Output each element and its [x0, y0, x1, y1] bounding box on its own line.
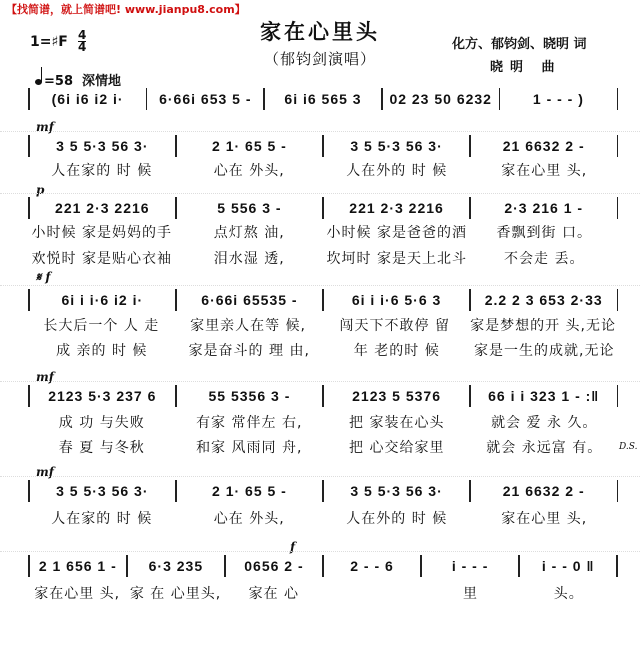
- measure: 6i i i·6 i2 i·: [61, 292, 144, 308]
- tempo-marking: [35, 70, 121, 89]
- staff-guide-line: [0, 551, 640, 552]
- notes-row: [28, 197, 618, 219]
- lyrics-line: [28, 248, 618, 268]
- lyric-segment: 和家 风雨同 舟,: [196, 440, 303, 456]
- measure: 3 5 5·3 56 3·: [350, 138, 443, 154]
- lyric-segment: 香飘到街 口。: [496, 225, 592, 241]
- measure: 66 i i 323 1 - :‖: [488, 388, 600, 404]
- notes-row: [28, 135, 618, 157]
- measure: 21 6632 2 -: [502, 483, 585, 499]
- measure: 2123 5 5376: [352, 388, 441, 404]
- lyric-segment: 年 老的时 候: [353, 343, 440, 359]
- lyric-segment: [323, 583, 421, 603]
- lyric-segment: 就会 爱 永 久。: [491, 415, 598, 431]
- lyric-segment: 家在心里 头,: [34, 586, 121, 602]
- composer-credit: 晓明 曲: [490, 60, 562, 75]
- site-banner-link[interactable]: 【找简谱，就上简谱吧! www.jianpu8.com】: [6, 3, 246, 16]
- measure: 221 2·3 2216: [349, 200, 444, 216]
- lyric-segment: 家是一生的成就,无论: [474, 343, 615, 359]
- barline: [617, 289, 619, 311]
- measure: 6·66i 653 5 -: [159, 91, 252, 107]
- measure: 6i i6 565 3: [284, 91, 362, 107]
- lyric-segment: 家在心里 头,: [501, 511, 588, 527]
- notes-row: [28, 555, 618, 577]
- dynamic-mark: p: [36, 183, 45, 197]
- lyric-segment: 人在外的 时 候: [346, 163, 448, 179]
- lyrics-line: [28, 222, 618, 242]
- lyrics-line: [28, 412, 618, 432]
- lyric-segment: 里: [462, 586, 478, 602]
- lyrics-line: [28, 160, 618, 180]
- barline: [616, 555, 618, 577]
- ds-mark: D.S.: [619, 442, 638, 452]
- lyric-segment: 家在 心: [248, 586, 300, 602]
- measure: 221 2·3 2216: [55, 200, 150, 216]
- dynamic-mark: mf: [36, 370, 54, 384]
- measure: 2 1· 65 5 -: [212, 483, 287, 499]
- barline: [617, 135, 619, 157]
- staff-guide-line: [0, 476, 640, 477]
- lyric-segment: 小时候 家是妈妈的手: [31, 225, 172, 241]
- lyric-segment: 闯天下不敢停 留: [339, 318, 450, 334]
- lyric-segment: 人在家的 时 候: [51, 163, 153, 179]
- notes-row: [28, 385, 618, 407]
- lyric-segment: 心在 外头,: [213, 511, 285, 527]
- measure: 2 1 656 1 -: [38, 558, 117, 574]
- staff-guide-line: [0, 131, 640, 132]
- lyric-segment: 坎坷时 家是天上北斗: [326, 251, 467, 267]
- dynamic-mark: mf: [36, 120, 54, 134]
- dynamic-mark: mf: [36, 465, 54, 479]
- time-top: 4: [78, 28, 87, 42]
- lyric-segment: 家 在 心里头,: [129, 586, 222, 602]
- lyrics-line: [28, 315, 618, 335]
- lyrics-line: [28, 340, 618, 360]
- key-signature: 1=♯F: [30, 34, 68, 50]
- lyric-segment: 人在家的 时 候: [51, 511, 153, 527]
- tempo-value: =58: [44, 74, 73, 89]
- measure: 3 5 5·3 56 3·: [56, 483, 149, 499]
- lyrics-line: [28, 583, 618, 603]
- lyrics-line: [28, 508, 618, 528]
- measure: 2123 5·3 237 6: [48, 388, 157, 404]
- lyricist-credit: 化方、郁钧剑、晓明 词: [452, 37, 587, 52]
- lyric-segment: 春 夏 与冬秋: [58, 440, 145, 456]
- lyric-segment: 家是梦想的开 头,无论: [470, 318, 617, 334]
- lyric-segment: 家里亲人在等 候,: [190, 318, 306, 334]
- staff-guide-line: [0, 193, 640, 194]
- lyric-segment: 欢悦时 家是贴心衣袖: [31, 251, 172, 267]
- lyric-segment: 把 家装在心头: [349, 415, 445, 431]
- lyric-segment: 成 功 与失败: [58, 415, 145, 431]
- lyric-segment: 家在心里 头,: [501, 163, 588, 179]
- measure: 02 23 50 6232: [389, 91, 492, 107]
- dynamic-mark: f: [290, 540, 296, 554]
- staff-guide-line: [0, 381, 640, 382]
- measure: 55 5356 3 -: [208, 388, 291, 404]
- performer-subtitle: （郁钧剑演唱）: [263, 50, 376, 68]
- notes-row: [28, 480, 618, 502]
- lyric-segment: 成 亲的 时 候: [56, 343, 148, 359]
- measure: i - - -: [451, 558, 489, 574]
- song-title: 家在心里头: [260, 20, 380, 44]
- lyric-segment: 头。: [553, 586, 584, 602]
- measure: 6·66i 65535 -: [201, 292, 298, 308]
- lyric-segment: 家是奋斗的 理 由,: [188, 343, 310, 359]
- measure: i - - 0 ‖: [541, 558, 595, 574]
- lyric-segment: 有家 常伴左 右,: [196, 415, 303, 431]
- expression-mark: 深情地: [82, 74, 122, 89]
- lyric-segment: 不会走 丢。: [504, 251, 585, 267]
- lyric-segment: 长大后一个 人 走: [43, 318, 160, 334]
- measure: 2.2 2 3 653 2·33: [484, 292, 603, 308]
- measure: 5 556 3 -: [217, 200, 282, 216]
- barline: [617, 197, 619, 219]
- intro-notes-row: [28, 88, 618, 110]
- measure: 3 5 5·3 56 3·: [56, 138, 149, 154]
- measure: 6i i i·6 5·6 3: [351, 292, 442, 308]
- measure: 0656 2 -: [244, 558, 304, 574]
- staff-guide-line: [0, 285, 640, 286]
- lyric-segment: 把 心交给家里: [349, 440, 445, 456]
- measure: 2·3 216 1 -: [504, 200, 584, 216]
- measure: 21 6632 2 -: [502, 138, 585, 154]
- quarter-note-icon: [35, 79, 42, 85]
- notes-row: [28, 289, 618, 311]
- measure: 2 1· 65 5 -: [212, 138, 287, 154]
- lyric-segment: 就会 永远富 有。: [486, 440, 603, 456]
- barline: [617, 88, 619, 110]
- lyric-segment: 小时候 家是爸爸的酒: [326, 225, 467, 241]
- time-bottom: 4: [78, 40, 87, 54]
- measure: 2 - - 6: [350, 558, 394, 574]
- measure: 1 - - - ): [532, 91, 584, 107]
- measure: (6i i6 i2 i·: [51, 91, 124, 107]
- lyric-segment: 点灯熬 油,: [213, 225, 285, 241]
- dynamic-mark: 𝄋 f: [36, 270, 51, 284]
- barline: [617, 385, 619, 407]
- barline: [617, 480, 619, 502]
- lyrics-line: [28, 437, 618, 457]
- measure: 3 5 5·3 56 3·: [350, 483, 443, 499]
- lyric-segment: 心在 外头,: [213, 163, 285, 179]
- time-signature: [78, 30, 86, 53]
- measure: 6·3 235: [148, 558, 204, 574]
- lyric-segment: 人在外的 时 候: [346, 511, 448, 527]
- lyric-segment: 泪水湿 透,: [213, 251, 285, 267]
